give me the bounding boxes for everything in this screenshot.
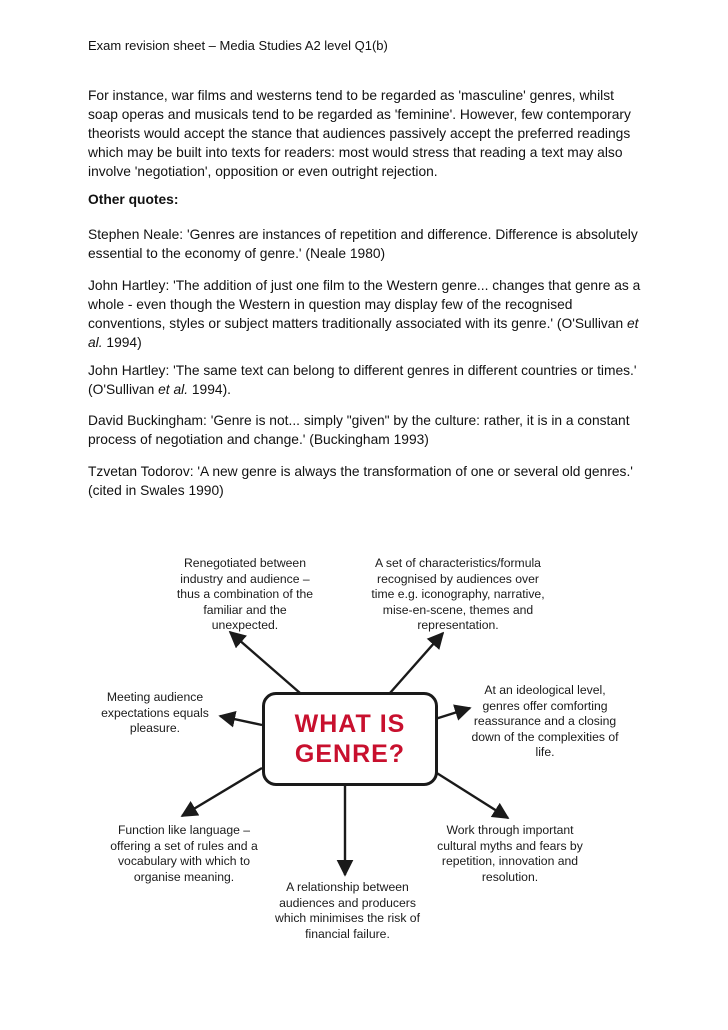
node-ideological: At an ideological level, genres offer comforting reassurance and a closing down of the complexities of life. [471,683,619,759]
node-expectations: Meeting audience expectations equals pleasure. [101,690,209,735]
genre-mind-map [0,540,728,1020]
arrow-top-left [230,632,300,693]
node-relationship: A relationship between audiences and producers which minimises the risk of financial failure. [275,880,420,941]
arrow-left [220,716,262,725]
quote-hartley-1 [88,276,643,352]
quote-hartley-2-text: John Hartley: 'The same text can belong to different genres in different countries or times.' (O'Sullivan [88,363,637,397]
arrow-bottom-left [182,768,262,816]
quote-todorov: Tzvetan Todorov: 'A new genre is always the transformation of one or several old genres.' (cited in Swales 1990) [88,464,633,498]
quote-hartley-1-text: John Hartley: 'The addition of just one film to the Western genre... changes that genre as a whole - even though the Western in question may display few of the recognised conventions, styles or subject matters traditionally associated with its genre.' (O'Sullivan [88,278,641,331]
arrow-top-right [390,633,443,693]
quote-hartley-1-year: 1994) [102,335,142,350]
arrow-bottom-right [432,770,508,818]
center-title-line1: WHAT IS [294,710,406,738]
intro-paragraph: For instance, war films and westerns tend to be regarded as 'masculine' genres, whilst soap operas and musicals tend to be regarded as 'feminine'. However, few contemporary theorists would accept the stance that audiences passively accept the preferred readings which may be built into texts for readers: most would stress that reading a text may also involve 'negotiation', opposition or even outright rejection. [88,88,631,179]
center-concept-box [262,692,438,786]
center-title-line2: GENRE? [294,740,406,768]
node-cultural-myths: Work through important cultural myths and fears by repetition, innovation and resolution. [437,823,583,884]
node-renegotiated: Renegotiated between industry and audience – thus a combination of the familiar and the unexpected. [176,556,314,632]
quote-neale: Stephen Neale: 'Genres are instances of repetition and difference. Difference is absolutely essential to the economy of genre.' (Neale 1980) [88,227,638,261]
node-characteristics: A set of characteristics/formula recognised by audiences over time e.g. iconography, narrative, mise-en-scene, themes and representation. [371,556,545,632]
quote-buckingham: David Buckingham: 'Genre is not... simply "given" by the culture: rather, it is in a constant process of negotiation and change.' (Buckingham 1993) [88,413,630,447]
quote-hartley-1-etal: et al. [88,316,639,350]
quotes-heading: Other quotes: [88,192,179,207]
quote-hartley-2-year: 1994). [188,382,232,397]
quote-hartley-2-etal: et al. [158,382,189,397]
node-language: Function like language – offering a set of rules and a vocabulary with which to organise meaning. [110,823,258,884]
quote-hartley-2 [88,361,643,399]
page-header: Exam revision sheet – Media Studies A2 level Q1(b) [88,38,388,53]
